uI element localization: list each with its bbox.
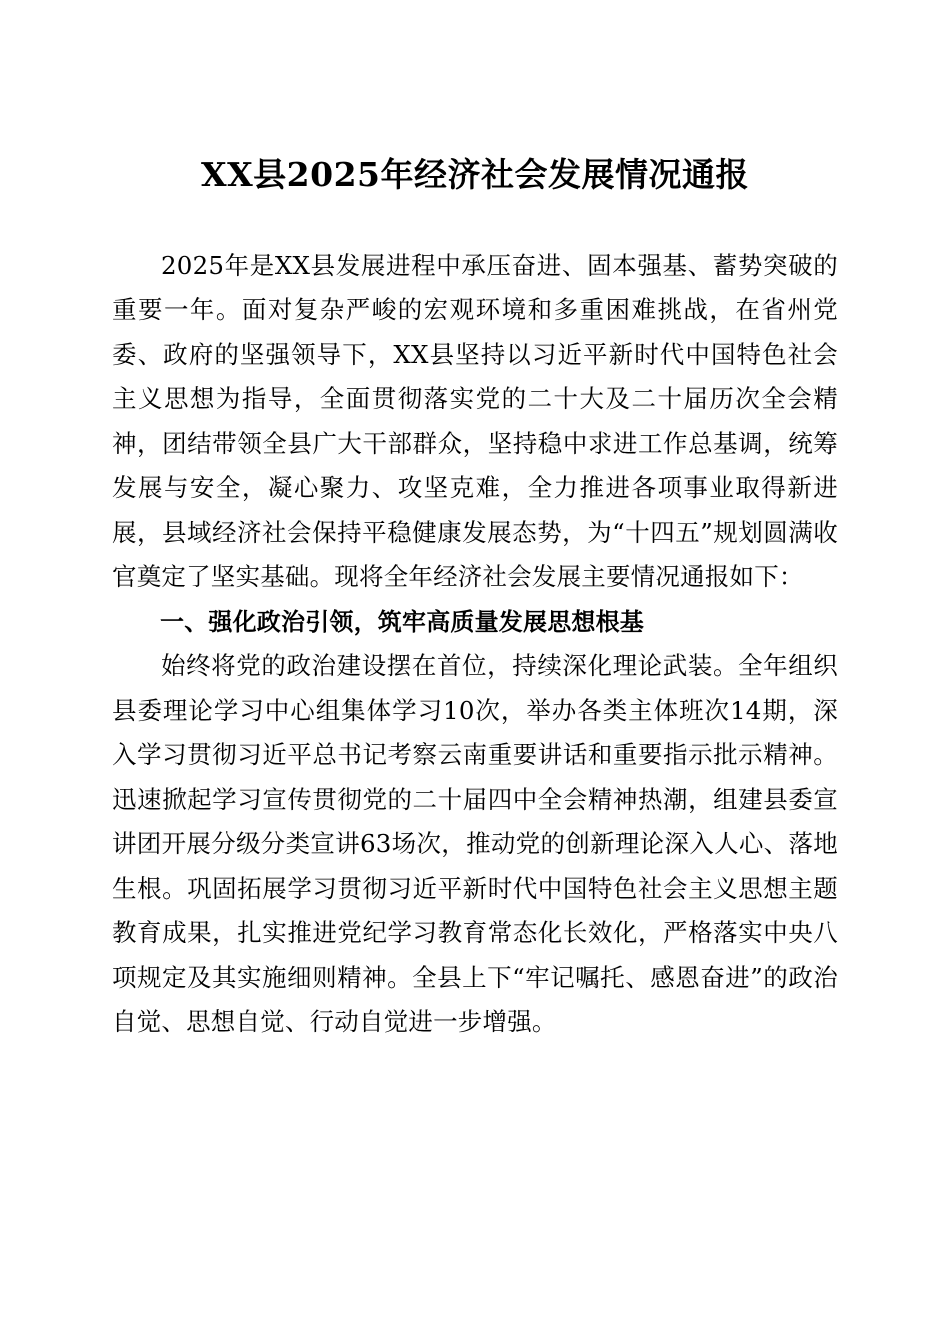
page-title: XX县2025年经济社会发展情况通报 — [200, 155, 750, 194]
paragraph-section-1-body: 始终将党的政治建设摆在首位，持续深化理论武装。全年组织县委理论学习中心组集体学习10次，举办各类主体班次14期，深入学习贯彻习近平总书记考察云南重要讲话和重要指示批示精神。迅速掀起学习宣传贯彻党的二十届四中全会精神热潮，组建县委宣讲团开展分级分类宣讲63场次，推动党的创新理论深入人心、落地生根。巩固拓展学习贯彻习近平新时代中国特色社会主义思想主题教育成果，扎实推进党纪学习教育常态化长效化，严格落实中央八项规定及其实施细则精神。全县上下“牢记嘱托、感恩奋进”的政治自觉、思想自觉、行动自觉进一步增强。 — [112, 651, 838, 1036]
section-heading-1: 一、强化政治引领，筑牢高质量发展思想根基 — [160, 607, 644, 636]
paragraph-intro: 2025年是XX县发展进程中承压奋进、固本强基、蓄势突破的重要一年。面对复杂严峻的宏观环境和多重困难挑战，在省州党委、政府的坚强领导下，XX县坚持以习近平新时代中国特色社会主义思想为指导，全面贯彻落实党的二十大及二十届历次全会精神，团结带领全县广大干部群众，坚持稳中求进工作总基调，统筹发展与安全，凝心聚力、攻坚克难，全力推进各项事业取得新进展，县域经济社会保持平稳健康发展态势，为“十四五”规划圆满收官奠定了坚实基础。现将全年经济社会发展主要情况通报如下： — [112, 250, 838, 591]
